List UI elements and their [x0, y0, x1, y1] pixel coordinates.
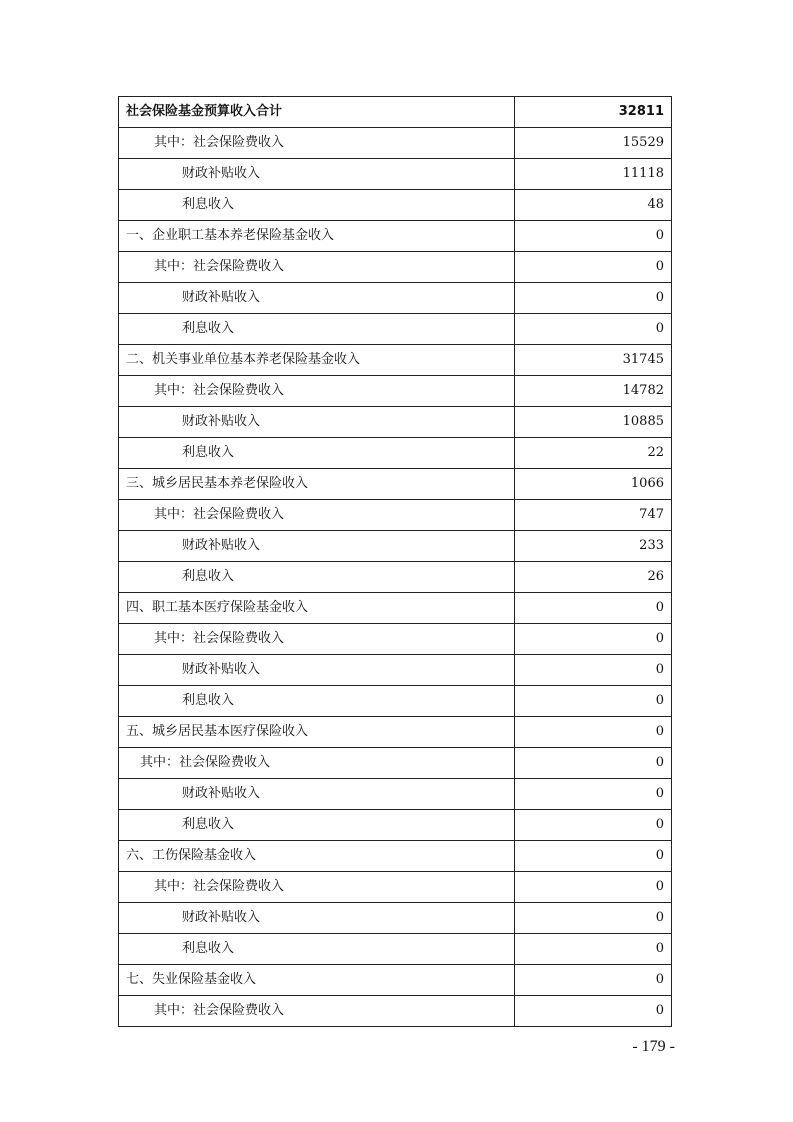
row-label: 利息收入 [119, 934, 515, 965]
row-value: 22 [515, 438, 672, 469]
table-row [119, 345, 672, 376]
table-row [119, 779, 672, 810]
table-row [119, 531, 672, 562]
budget-income-table [118, 96, 672, 1027]
row-label: 其中：社会保险费收入 [119, 128, 515, 159]
row-label: 财政补贴收入 [119, 779, 515, 810]
row-value: 0 [515, 655, 672, 686]
table-row [119, 376, 672, 407]
row-value: 0 [515, 624, 672, 655]
row-value: 0 [515, 717, 672, 748]
row-label: 利息收入 [119, 438, 515, 469]
row-label: 财政补贴收入 [119, 655, 515, 686]
table-row [119, 159, 672, 190]
row-value: 0 [515, 252, 672, 283]
row-value: 14782 [515, 376, 672, 407]
page-number: - 179 - [632, 1038, 675, 1055]
row-value: 0 [515, 779, 672, 810]
row-label: 财政补贴收入 [119, 531, 515, 562]
row-label: 社会保险基金预算收入合计 [119, 97, 515, 128]
table-row [119, 97, 672, 128]
table-row [119, 903, 672, 934]
row-value: 747 [515, 500, 672, 531]
table-row [119, 500, 672, 531]
table-row [119, 934, 672, 965]
row-label: 财政补贴收入 [119, 283, 515, 314]
table-row [119, 128, 672, 159]
row-label: 利息收入 [119, 562, 515, 593]
row-label: 其中：社会保险费收入 [119, 624, 515, 655]
table-row [119, 252, 672, 283]
row-label: 六、工伤保险基金收入 [119, 841, 515, 872]
row-value: 31745 [515, 345, 672, 376]
row-label: 一、企业职工基本养老保险基金收入 [119, 221, 515, 252]
row-label: 五、城乡居民基本医疗保险收入 [119, 717, 515, 748]
table-row [119, 655, 672, 686]
row-value: 10885 [515, 407, 672, 438]
row-label: 其中：社会保险费收入 [119, 872, 515, 903]
row-label: 七、失业保险基金收入 [119, 965, 515, 996]
row-label: 利息收入 [119, 686, 515, 717]
table-row [119, 221, 672, 252]
row-value: 15529 [515, 128, 672, 159]
row-value: 0 [515, 686, 672, 717]
table-row [119, 314, 672, 345]
row-label: 二、机关事业单位基本养老保险基金收入 [119, 345, 515, 376]
row-label: 其中：社会保险费收入 [119, 748, 515, 779]
row-label: 利息收入 [119, 314, 515, 345]
row-value: 0 [515, 283, 672, 314]
row-value: 26 [515, 562, 672, 593]
row-label: 利息收入 [119, 190, 515, 221]
table-row [119, 996, 672, 1027]
table-row [119, 965, 672, 996]
table-body [119, 97, 672, 1027]
row-label: 财政补贴收入 [119, 159, 515, 190]
table-row [119, 438, 672, 469]
row-value: 0 [515, 934, 672, 965]
row-value: 0 [515, 965, 672, 996]
row-value: 0 [515, 748, 672, 779]
row-label: 其中：社会保险费收入 [119, 500, 515, 531]
row-value: 0 [515, 903, 672, 934]
row-value: 32811 [515, 97, 672, 128]
table-row [119, 562, 672, 593]
row-value: 1066 [515, 469, 672, 500]
row-label: 财政补贴收入 [119, 903, 515, 934]
row-value: 11118 [515, 159, 672, 190]
row-label: 三、城乡居民基本养老保险收入 [119, 469, 515, 500]
row-value: 233 [515, 531, 672, 562]
row-value: 0 [515, 593, 672, 624]
row-value: 0 [515, 841, 672, 872]
row-value: 0 [515, 810, 672, 841]
row-label: 其中：社会保险费收入 [119, 996, 515, 1027]
table-row [119, 810, 672, 841]
row-label: 利息收入 [119, 810, 515, 841]
row-value: 48 [515, 190, 672, 221]
row-label: 四、职工基本医疗保险基金收入 [119, 593, 515, 624]
table-row [119, 717, 672, 748]
table-row [119, 469, 672, 500]
row-value: 0 [515, 872, 672, 903]
table-row [119, 841, 672, 872]
table-row [119, 190, 672, 221]
table-row [119, 748, 672, 779]
row-label: 财政补贴收入 [119, 407, 515, 438]
table-row [119, 593, 672, 624]
row-value: 0 [515, 221, 672, 252]
table-row [119, 407, 672, 438]
row-label: 其中：社会保险费收入 [119, 252, 515, 283]
table-row [119, 872, 672, 903]
row-label: 其中：社会保险费收入 [119, 376, 515, 407]
table-row [119, 686, 672, 717]
row-value: 0 [515, 996, 672, 1027]
table-row [119, 283, 672, 314]
table-row [119, 624, 672, 655]
row-value: 0 [515, 314, 672, 345]
